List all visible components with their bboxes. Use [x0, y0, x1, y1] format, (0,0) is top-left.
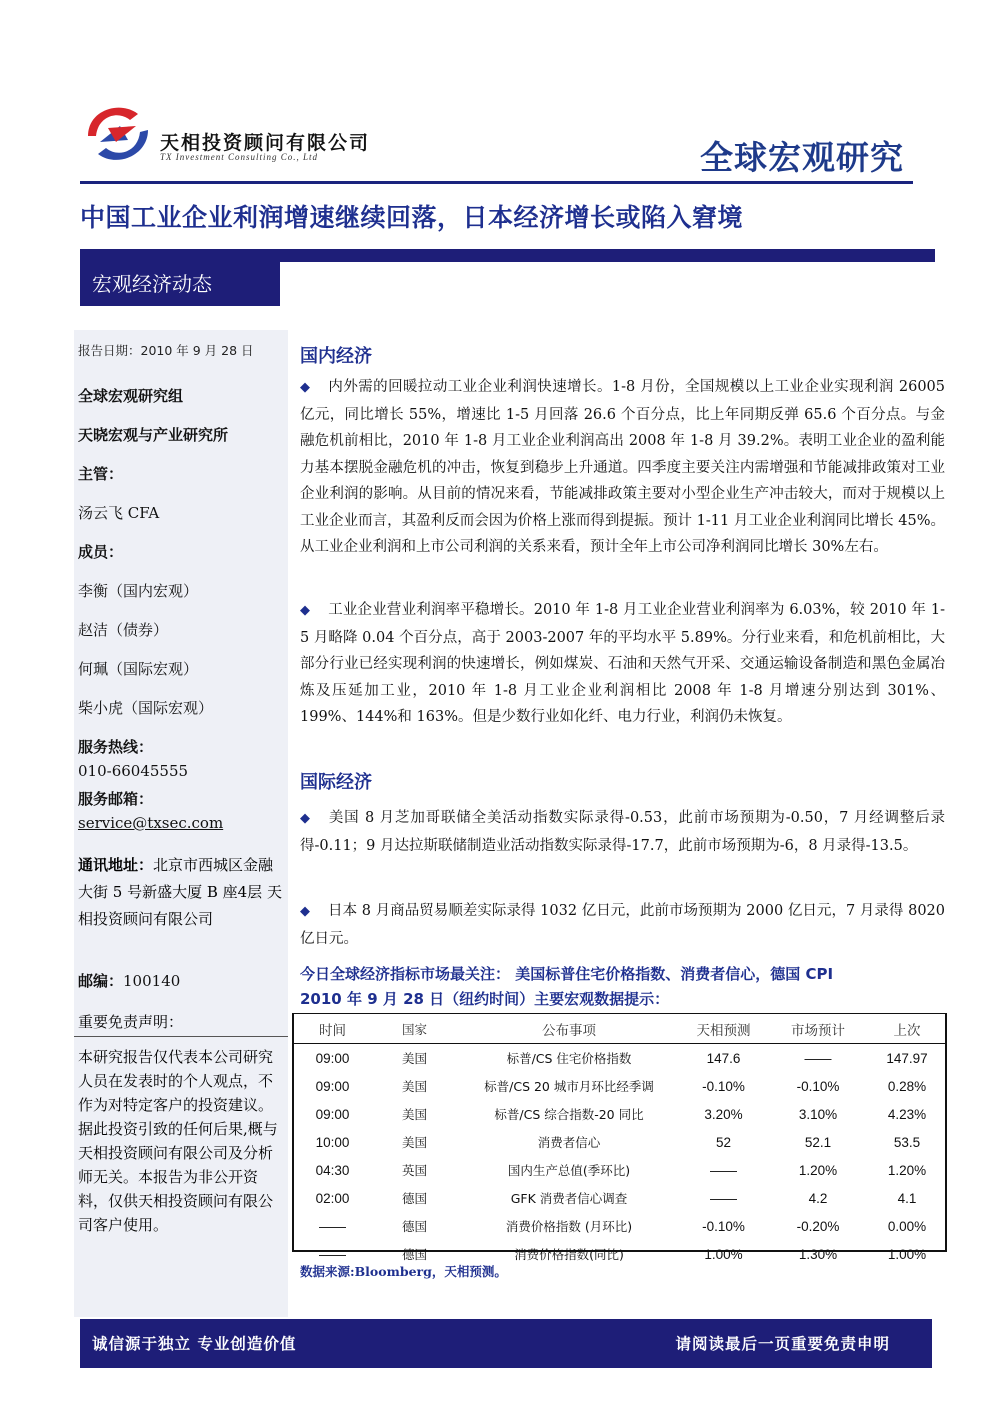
table-row [294, 1184, 945, 1212]
col-header: 公布事项 [458, 1015, 680, 1044]
cell-event: GFK 消费者信心调查 [510, 1191, 628, 1206]
cell-forecast: -0.10% [702, 1078, 745, 1094]
address-block [78, 852, 283, 933]
cell-event: 标普/CS 住宅价格指数 [506, 1051, 632, 1066]
member-item: 赵洁（债券） [78, 621, 169, 639]
cell-country: 美国 [401, 1135, 427, 1150]
members-label: 成员： [78, 543, 124, 561]
zip-label: 邮编： [78, 972, 124, 990]
table-header-row [294, 1015, 945, 1044]
cell-time: —— [319, 1218, 346, 1234]
cell-country: 德国 [401, 1247, 427, 1262]
bullet-icon: ◆ [300, 904, 311, 919]
member-item: 柴小虎（国际宏观） [78, 699, 214, 717]
table-row [294, 1100, 945, 1128]
cell-forecast: 147.6 [706, 1050, 741, 1066]
cell-time: —— [319, 1246, 346, 1262]
cell-forecast: —— [710, 1190, 737, 1206]
cell-forecast: 3.20% [704, 1106, 743, 1122]
cell-previous: 147.97 [886, 1050, 928, 1066]
email-label: 服务邮箱： [78, 790, 154, 808]
table-row [294, 1128, 945, 1156]
table-heading-date: 2010 年 9 月 28 日（纽约时间）主要宏观数据提示： [300, 990, 670, 1008]
cell-consensus: —— [804, 1050, 832, 1066]
cell-country: 美国 [401, 1051, 427, 1066]
footer-bar [80, 1319, 932, 1368]
international-paragraph: ◆ 美国 8 月芝加哥联储全美活动指数实际录得-0.53，此前市场预期为-0.50，7 月经调整后录得-0.11；9 月达拉斯联储制造业活动指数实际录得-17.7，此前市场预期为-6，8 月录得-13.5。 [300, 810, 945, 854]
cell-event: 消费价格指数 (月环比) [505, 1219, 633, 1234]
domestic-paragraph: ◆ 内外需的回暖拉动工业企业利润快速增长。1-8 月份，全国规模以上工业企业实现利润 26005 亿元，同比增长 55%，增速比 1-5 月回落 26.6 个百分点，比上年同期反弹 65.6 个百分点。与金融危机前相比，2010 年 1-8 月工业企业利润高出 2008 年 1-8 月 39.2%。表明工业企业的盈利能力基本摆脱金融危机的冲击，恢复到稳步上升通道。四季度主要关注内需增强和节能减排政策对工业企业利润的影响。从目前的情况来看，节能减排政策主要对小型企业生产冲击较大，而对于规模以上工业企业而言，其盈利反而会因为价格上涨而得到提振。预计 1-11 月工业企业利润同比增长 45%。从工业企业利润和上市公司利润的关系来看，预计全年上市公司净利润同比增长 30%左右。 [300, 379, 945, 555]
international-heading: 国际经济 [300, 772, 372, 793]
cell-country: 美国 [401, 1107, 427, 1122]
table-row [294, 1156, 945, 1184]
cell-time: 09:00 [315, 1106, 350, 1122]
cell-country: 德国 [401, 1191, 427, 1206]
col-header: 上次 [869, 1015, 945, 1044]
report-type: 全球宏观研究 [700, 138, 904, 177]
hotline-number: 010-66045555 [78, 762, 189, 780]
member-item: 李衡（国内宏观） [78, 582, 199, 600]
cell-country: 英国 [401, 1163, 427, 1178]
col-header: 国家 [371, 1015, 458, 1044]
title-bar [80, 249, 935, 262]
disclaimer-text: 本研究报告仅代表本公司研究人员在发表时的个人观点，不作为对特定客户的投资建议。 据此投资引致的任何后果,概与天相投资顾问有限公司及分析师无关。本报告为非公开资料，仅供天相投资顾问有限公司客户使用。 [78, 1048, 278, 1234]
cell-forecast: 1.00% [704, 1246, 743, 1262]
research-institute: 天晓宏观与产业研究所 [78, 426, 229, 444]
cell-event: 消费者信心 [537, 1135, 601, 1150]
zip-block [78, 970, 180, 991]
supervisor-label: 主管： [78, 465, 124, 483]
domestic-heading: 国内经济 [300, 346, 372, 367]
report-date: 报告日期：2010 年 9 月 28 日 [78, 343, 254, 358]
header-divider [80, 181, 913, 184]
cell-event: 标普/CS 综合指数-20 同比 [494, 1107, 644, 1122]
table-row [294, 1044, 945, 1073]
cell-previous: 1.00% [887, 1246, 927, 1262]
cell-previous: 4.23% [887, 1106, 927, 1122]
cell-consensus: 3.10% [798, 1106, 838, 1122]
macro-data-table [294, 1015, 945, 1268]
cell-consensus: 1.30% [798, 1246, 838, 1262]
cell-time: 09:00 [315, 1078, 350, 1094]
cell-previous: 0.00% [887, 1218, 927, 1234]
hotline-label: 服务热线： [78, 738, 154, 756]
section-label: 宏观经济动态 [80, 262, 280, 306]
cell-previous: 53.5 [893, 1134, 921, 1150]
company-logo [80, 96, 156, 172]
cell-event: 消费价格指数(同比) [514, 1247, 624, 1262]
zip-code: 100140 [123, 972, 181, 990]
cell-previous: 1.20% [887, 1162, 927, 1178]
page-title: 中国工业企业利润增速继续回落，日本经济增长或陷入窘境 [80, 203, 744, 232]
cell-consensus: 52.1 [804, 1134, 832, 1150]
col-header: 天相预测 [680, 1015, 767, 1044]
supervisor-name: 汤云飞 CFA [78, 504, 160, 522]
bullet-icon: ◆ [300, 811, 311, 826]
address-label: 通讯地址： [78, 856, 154, 874]
cell-time: 09:00 [315, 1050, 350, 1066]
disclaimer-divider [74, 1036, 288, 1037]
cell-consensus: 1.20% [798, 1162, 838, 1178]
table-row [294, 1072, 945, 1100]
footer-disclaimer-note: 请阅读最后一页重要免责申明 [675, 1334, 890, 1353]
table-heading-focus: 今日全球经济指标市场最关注： 美国标普住宅价格指数、消费者信心，德国 CPI [300, 965, 834, 983]
col-header: 时间 [294, 1015, 371, 1044]
international-paragraph: ◆ 日本 8 月商品贸易顺差实际录得 1032 亿日元，此前市场预期为 2000 亿日元，7 月录得 8020 亿日元。 [300, 903, 946, 947]
cell-time: 04:30 [315, 1162, 350, 1178]
domestic-paragraph: ◆ 工业企业营业利润率平稳增长。2010 年 1-8 月工业企业营业利润率为 6.03%，较 2010 年 1-5 月略降 0.04 个百分点，高于 2003-2007 年的平均水平 5.89%。分行业来看，和危机前相比，大部分行业已经实现利润的快速增长，例如煤炭、石油和天然气开采、交通运输设备制造和黑色金属冶炼及压延加工业，2010 年 1-8 月工业企业利润相比 2008 年 1-8 月增速分别达到 301%、199%、144%和 163%。但是少数行业如化纤、电力行业，利润仍未恢复。 [300, 602, 945, 725]
cell-time: 02:00 [315, 1190, 350, 1206]
bullet-icon: ◆ [300, 380, 311, 395]
cell-event: 国内生产总值(季环比) [507, 1163, 631, 1178]
cell-time: 10:00 [315, 1134, 350, 1150]
research-group: 全球宏观研究组 [78, 387, 184, 405]
cell-country: 美国 [401, 1079, 427, 1094]
cell-previous: 0.28% [887, 1078, 927, 1094]
member-item: 何珮（国际宏观） [78, 660, 199, 678]
address-text: 北京市西城区金融大街 5 号新盛大厦 B 座4层 天相投资顾问有限公司 [78, 856, 282, 928]
cell-forecast: 52 [715, 1134, 732, 1150]
footer-slogan: 诚信源于独立 专业创造价值 [92, 1334, 297, 1353]
company-name-cn: 天相投资顾问有限公司 [160, 132, 371, 154]
cell-event: 标普/CS 20 城市月环比经季调 [484, 1079, 654, 1094]
table-source: 数据来源:Bloomberg，天相预测。 [300, 1264, 507, 1279]
col-header: 市场预计 [767, 1015, 869, 1044]
cell-forecast: —— [710, 1162, 737, 1178]
table-row [294, 1212, 945, 1240]
cell-consensus: 4.2 [808, 1190, 828, 1206]
disclaimer-title: 重要免责声明： [78, 1013, 184, 1031]
cell-previous: 4.1 [897, 1190, 917, 1206]
cell-consensus: -0.20% [796, 1218, 840, 1234]
cell-country: 德国 [401, 1219, 427, 1234]
bullet-icon: ◆ [300, 603, 311, 618]
cell-consensus: -0.10% [796, 1078, 840, 1094]
email-link[interactable]: service@txsec.com [78, 814, 224, 832]
cell-forecast: -0.10% [702, 1218, 745, 1234]
company-name-en: TX Investment Consulting Co., Ltd [160, 152, 319, 162]
